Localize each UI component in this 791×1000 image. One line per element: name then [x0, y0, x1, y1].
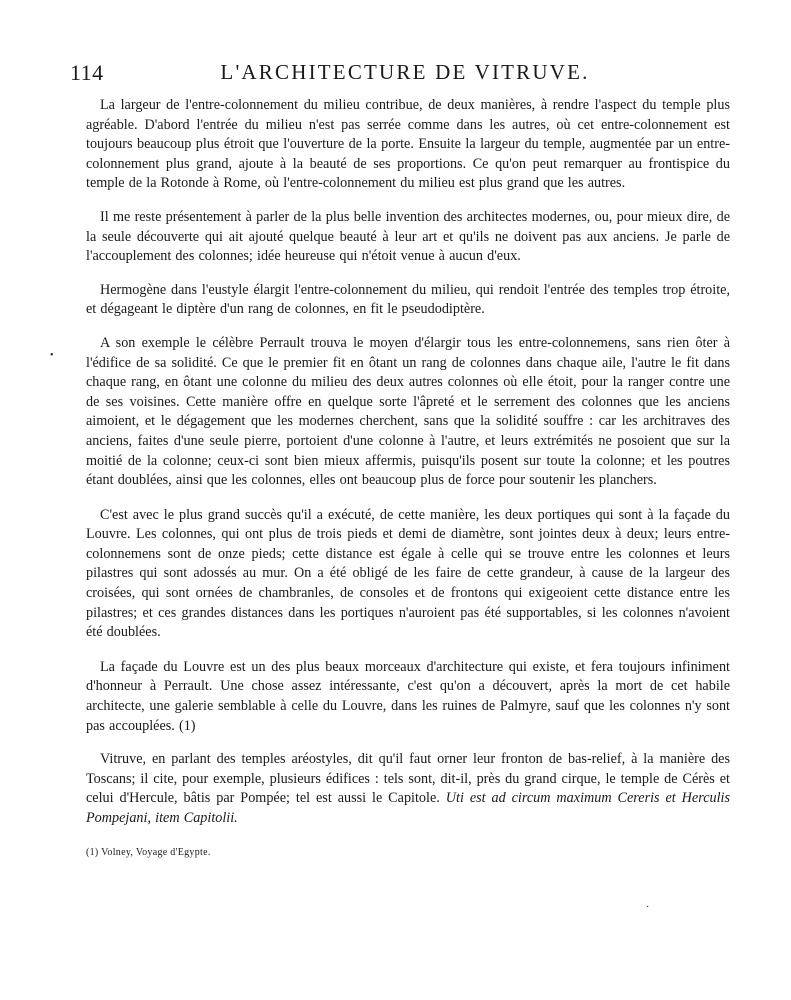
print-speck: ·: [646, 902, 650, 913]
paragraph-perrault: A son exemple le célèbre Perrault trouva le moyen d'élargir tous les entre-colonnemens, sans rien ôter à l'édifice de sa solidité. Ce que le premier fit en ôtant un rang de colonnes dans chaque aile, l'autre le fit dans chaque rang, en ôtant une colonne du milieu des deux autres colonnes où elle étoit, pour la ranger contre une de ses voisines. Cette manière offre en quelque sorte l'âpreté et le serrement des colonnes que les anciens aimoient, et le dégagement que les modernes cherchent, sans que la solidité souffre : car les architraves des anciens, faites d'une seule pierre, portoient d'une colonne à l'autre, et leurs extrémités ne posoient que sur la moitié de la colonne; ceux-ci sont bien mieux affermis, puisqu'ils posent sur toute la colonne; et les poutres étant doublées, ainsi que les colonnes, elles ont beaucoup plus de force pour soutenir les planchers.: [86, 334, 730, 489]
page-number: 114: [70, 60, 104, 85]
footnote: (1) Volney, Voyage d'Egypte.: [86, 847, 211, 858]
paragraph-modern-invention: Il me reste présentement à parler de la plus belle invention des architectes modernes, ou, pour mieux dire, de la seule découverte qui ait ajouté quelque beauté à leur art et qu'ils ne doivent pas aux anciens. Je parle de l'accouplement des colonnes; idée heureuse qui n'étoit venue à aucun d'eux.: [86, 208, 730, 265]
paragraph-intercolumniation: La largeur de l'entre-colonnement du milieu contribue, de deux manières, à rendre l'aspect du temple plus agréable. D'abord l'entrée du milieu n'est pas serrée comme dans les autres, où cet entre-colonnement est toujours beaucoup plus étroit que l'ouverture de la porte. Ensuite la largeur du temple, augmentée par un entre-colonnement plus grand, ajoute à la beauté de ses proportions. Ce qu'on peut remarquer au frontispice du temple de la Rotonde à Rome, où l'entre-colonnement du milieu est plus grand que les autres.: [86, 97, 730, 192]
margin-mark: •: [50, 350, 54, 361]
paragraph-vitruve-areostyles: [86, 750, 730, 828]
vitruve-text: Vitruve, en parlant des temples aréostyles, dit qu'il faut orner leur fronton de bas-relief, à la manière des Toscans; il cite, pour exemple, plusieurs édifices : tels sont, dit-il, près du grand cirque, le temple de Cérès et celui d'Hercule, bâtis par Pompée; tel est aussi le Capitole.: [86, 751, 730, 807]
latin-quote: Uti est ad circum maximum Cereris et Herculis Pompejani, item Capitolii.: [86, 790, 731, 826]
paragraph-louvre-portiques: C'est avec le plus grand succès qu'il a exécuté, de cette manière, les deux portiques qui sont à la façade du Louvre. Les colonnes, qui ont plus de trois pieds et demi de diamètre, sont jointes deux à deux; leurs entre-colonnemens sont de onze pieds; cette distance est égale à celle qui se trouve entre les colonnes et leurs pilastres qui sont adossés au mur. On a été obligé de les faire de cette grandeur, à cause de la largeur des croisées, qui sont ornées de chambranles, de consoles et de frontons qui exigeoient cette distance entre les pilastres; et ces grandes distances dans les portiques n'auroient pas été supportables, si les colonnes n'avoient été doublées.: [86, 506, 730, 641]
page-header: [70, 58, 730, 90]
running-title: L'ARCHITECTURE DE VITRUVE.: [220, 60, 590, 84]
paragraph-hermogene: Hermogène dans l'eustyle élargit l'entre-colonnement du milieu, qui rendoit l'entrée des temples trop étroite, et dégageant le diptère d'un rang de colonnes, en fit le pseudodiptère.: [86, 281, 730, 318]
body-text: [86, 96, 730, 843]
paragraph-louvre-facade: La façade du Louvre est un des plus beaux morceaux d'architecture qui existe, et fera toujours infiniment d'honneur à Perrault. Une chose assez intéressante, c'est qu'on a découvert, après la mort de cet habile architecte, une galerie semblable à celle du Louvre, dans les ruines de Palmyre, sauf que les colonnes n'y sont pas accouplées. (1): [86, 658, 730, 734]
book-page: [70, 58, 730, 90]
